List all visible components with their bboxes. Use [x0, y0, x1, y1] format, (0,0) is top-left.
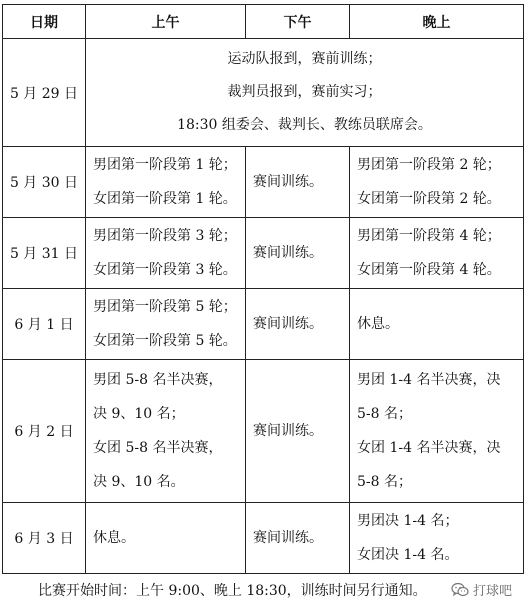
schedule-line: 女团决 1-4 名。	[357, 547, 459, 563]
schedule-line: 男团第一阶段第 2 轮；	[357, 157, 501, 173]
schedule-line: 男团 5-8 名半决赛，	[93, 372, 223, 388]
schedule-table	[2, 4, 524, 574]
schedule-line: 男团第一阶段第 3 轮；	[93, 228, 237, 244]
schedule-line: 男团第一阶段第 5 轮；	[93, 299, 237, 315]
schedule-line: 女团第一阶段第 2 轮。	[357, 191, 501, 207]
schedule-line: 休息。	[93, 530, 135, 546]
date-cell: 6 月 1 日	[3, 289, 86, 360]
schedule-line: 女团第一阶段第 5 轮。	[93, 333, 237, 349]
morning-cell	[86, 147, 246, 218]
afternoon-cell	[246, 147, 350, 218]
header-afternoon: 下午	[246, 5, 350, 39]
date-cell: 5 月 29 日	[3, 39, 86, 147]
evening-cell	[350, 218, 524, 289]
evening-cell	[350, 360, 524, 503]
morning-cell	[86, 503, 246, 574]
schedule-line: 赛间训练。	[253, 423, 323, 439]
date-cell: 6 月 2 日	[3, 360, 86, 503]
header-row	[3, 5, 524, 39]
schedule-line: 休息。	[357, 316, 399, 332]
date-cell: 6 月 3 日	[3, 503, 86, 574]
schedule-line: 决 9、10 名。	[93, 474, 185, 490]
schedule-line: 决 9、10 名；	[93, 406, 185, 422]
start-time-note: 比赛开始时间：上午 9:00、晚上 18:30，训练时间另行通知。	[38, 583, 427, 599]
evening-cell	[350, 147, 524, 218]
afternoon-cell	[246, 503, 350, 574]
evening-cell	[350, 503, 524, 574]
schedule-line: 女团 5-8 名半决赛，	[93, 440, 223, 456]
date-cell: 5 月 31 日	[3, 218, 86, 289]
watermark	[451, 580, 512, 599]
date-cell: 5 月 30 日	[3, 147, 86, 218]
morning-cell	[86, 218, 246, 289]
header-morning: 上午	[86, 5, 246, 39]
header-date: 日期	[3, 5, 86, 39]
schedule-line: 18:30 组委会、裁判长、教练员联席会。	[177, 117, 432, 133]
schedule-line: 裁判员报到，赛前实习；	[227, 84, 382, 100]
table-row	[3, 360, 524, 503]
schedule-line: 5-8 名；	[357, 474, 412, 490]
schedule-line: 男团第一阶段第 4 轮；	[357, 228, 501, 244]
schedule-line: 男团 1-4 名半决赛，决	[357, 372, 501, 388]
watermark-text: 打球吧	[473, 584, 513, 599]
table-row	[3, 289, 524, 360]
schedule-line: 男团第一阶段第 1 轮；	[93, 157, 237, 173]
table-row	[3, 218, 524, 289]
schedule-line: 男团决 1-4 名；	[357, 513, 459, 529]
afternoon-cell	[246, 360, 350, 503]
schedule-line: 女团第一阶段第 1 轮。	[93, 191, 237, 207]
schedule-line: 运动队报到，赛前训练；	[227, 51, 382, 67]
schedule-line: 女团 1-4 名半决赛，决	[357, 440, 501, 456]
schedule-line: 赛间训练。	[253, 316, 323, 332]
table-row	[3, 503, 524, 574]
merged-schedule-cell	[86, 39, 524, 147]
schedule-line: 赛间训练。	[253, 174, 323, 190]
schedule-line: 赛间训练。	[253, 245, 323, 261]
header-evening: 晚上	[350, 5, 524, 39]
table-row	[3, 147, 524, 218]
morning-cell	[86, 289, 246, 360]
schedule-line: 女团第一阶段第 3 轮。	[93, 262, 237, 278]
schedule-line: 赛间训练。	[253, 530, 323, 546]
schedule-line: 女团第一阶段第 4 轮。	[357, 262, 501, 278]
evening-cell	[350, 289, 524, 360]
wechat-icon	[451, 582, 469, 598]
table-row	[3, 39, 524, 147]
afternoon-cell	[246, 289, 350, 360]
afternoon-cell	[246, 218, 350, 289]
schedule-line: 5-8 名；	[357, 406, 412, 422]
morning-cell	[86, 360, 246, 503]
